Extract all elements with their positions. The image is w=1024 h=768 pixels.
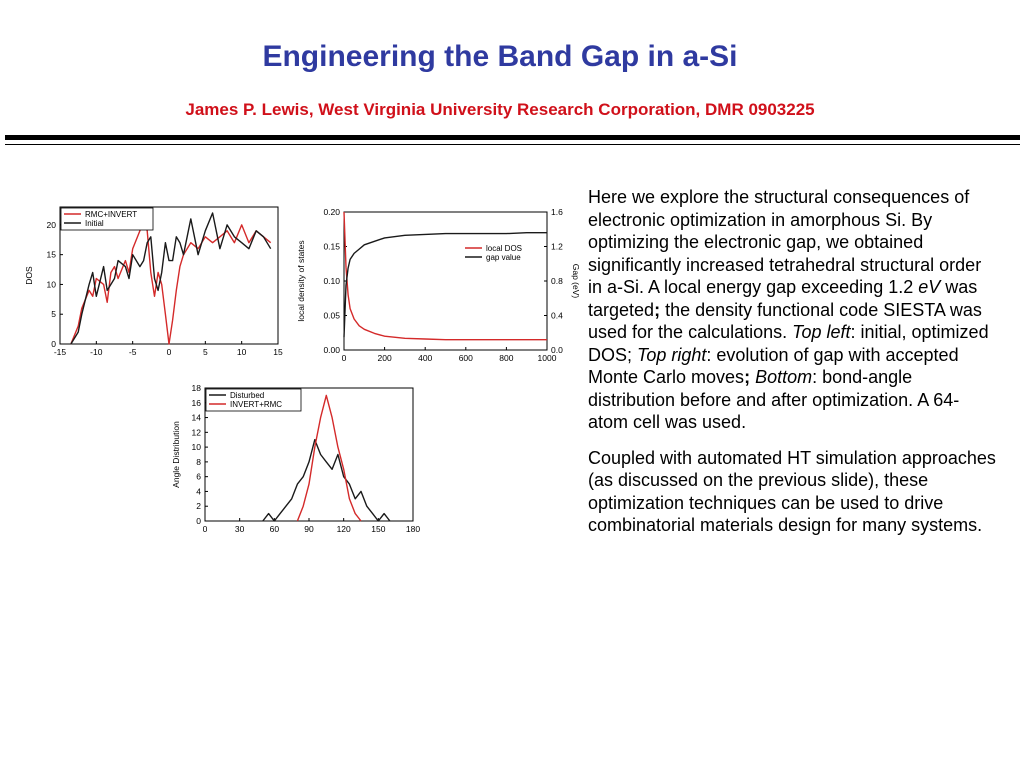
legend-label: INVERT+RMC — [230, 400, 283, 409]
y-axis-label: Angle Distribution — [171, 421, 181, 488]
y-tick-label: 20 — [46, 219, 56, 230]
x-tick-label: 60 — [269, 524, 280, 534]
y-tick-label: 0 — [196, 516, 201, 526]
x-tick-label: 5 — [202, 347, 208, 357]
text-run: the density functional code SIESTA was used for the calculations. — [588, 299, 982, 342]
x-tick-label: -10 — [90, 347, 103, 357]
y-tick-label: 12 — [191, 427, 201, 438]
y-tick-label: 0.10 — [323, 276, 340, 286]
header-rule-thick — [5, 135, 1020, 140]
text-run: Here we explore the structural consequences of electronic optimization in amorphous Si. By optimizing the electronic gap, we obtained significantly increased tetrahedral structural order in a-Si. A local energy gap exceeding 1.2 — [588, 187, 982, 297]
legend-label: Disturbed — [230, 391, 265, 400]
text-run: eV — [918, 277, 941, 297]
series-line-invert-rmc — [297, 395, 361, 521]
description-paragraph-1 — [588, 186, 998, 434]
series-line-initial — [71, 213, 271, 344]
y2-tick-label: 0.0 — [551, 345, 563, 355]
x-tick-label: 150 — [371, 524, 386, 534]
y-tick-label: 0 — [51, 339, 56, 349]
x-tick-label: 1000 — [537, 353, 557, 363]
y-tick-label: 15 — [46, 249, 56, 260]
y-tick-label: 6 — [196, 471, 201, 482]
x-tick-label: 90 — [304, 524, 314, 534]
y-tick-label: 10 — [191, 442, 201, 453]
series-line-rmc-invert — [71, 219, 271, 344]
y2-tick-label: 1.6 — [551, 207, 563, 217]
y-tick-label: 2 — [196, 501, 201, 512]
text-run: Bottom — [755, 367, 813, 387]
description-text — [588, 186, 998, 550]
x-tick-label: 30 — [234, 524, 245, 534]
y-tick-label: 0.20 — [323, 207, 340, 217]
x-tick-label: 0 — [202, 524, 208, 534]
y-tick-label: 0.05 — [323, 310, 340, 321]
y-tick-label: 0.00 — [323, 345, 340, 355]
x-tick-label: 10 — [236, 347, 247, 357]
y-tick-label: 4 — [196, 486, 201, 497]
legend-label: RMC+INVERT — [85, 210, 138, 219]
y-tick-label: 10 — [46, 279, 56, 290]
header-rule-thin — [5, 144, 1020, 145]
y-tick-label: 14 — [191, 412, 201, 423]
description-paragraph-2: Coupled with automated HT simulation approaches (as discussed on the previous slide), these optimization techniques can be used to drive combinatorial materials design for many systems. — [588, 447, 996, 535]
x-tick-label: 800 — [499, 353, 514, 363]
y2-tick-label: 0.4 — [551, 310, 563, 321]
x-tick-label: 200 — [377, 353, 392, 363]
y2-axis-label: Gap (eV) — [571, 263, 581, 299]
slide-title: Engineering the Band Gap in a-Si — [262, 40, 738, 73]
text-run: ; — [744, 367, 751, 387]
x-tick-label: 15 — [273, 347, 283, 357]
y2-tick-label: 1.2 — [551, 241, 563, 252]
x-tick-label: 0 — [166, 347, 172, 357]
x-tick-label: -5 — [128, 347, 137, 357]
series-line-local-dos — [344, 212, 547, 340]
x-tick-label: 0 — [341, 353, 347, 363]
y-tick-label: 8 — [196, 456, 201, 467]
x-tick-label: 400 — [418, 353, 433, 363]
text-run: : evolution of gap with accepted Monte Carlo moves — [588, 344, 959, 387]
gap-evolution-chart — [292, 198, 581, 368]
text-run: Top right — [637, 344, 707, 365]
y-tick-label: 5 — [51, 309, 56, 320]
y2-tick-label: 0.8 — [551, 276, 563, 286]
legend-label: local DOS — [486, 244, 523, 253]
y-axis-label: local density of states — [296, 240, 306, 322]
text-run: : bond-angle distribution before and after optimization. A 64-atom cell was used. — [588, 367, 960, 432]
legend-label: gap value — [486, 253, 521, 262]
text-run: Top left — [792, 322, 851, 342]
text-run: : initial, optimized DOS; — [588, 322, 989, 365]
text-run: ; — [654, 299, 661, 320]
series-line-disturbed — [263, 440, 390, 521]
y-tick-label: 16 — [191, 397, 201, 408]
x-tick-label: -15 — [53, 347, 67, 357]
y-tick-label: 0.15 — [323, 241, 340, 252]
legend-label: Initial — [85, 219, 104, 228]
dos-chart — [20, 195, 290, 365]
x-tick-label: 600 — [458, 353, 473, 363]
y-axis-label: DOS — [24, 266, 34, 285]
y-tick-label: 18 — [191, 383, 201, 393]
x-tick-label: 120 — [336, 524, 351, 534]
angle-distribution-chart — [160, 380, 435, 545]
slide-subtitle: James P. Lewis, West Virginia University Research Corporation, DMR 0903225 — [185, 100, 815, 119]
text-run: was targeted — [588, 277, 978, 320]
x-tick-label: 180 — [405, 524, 421, 534]
